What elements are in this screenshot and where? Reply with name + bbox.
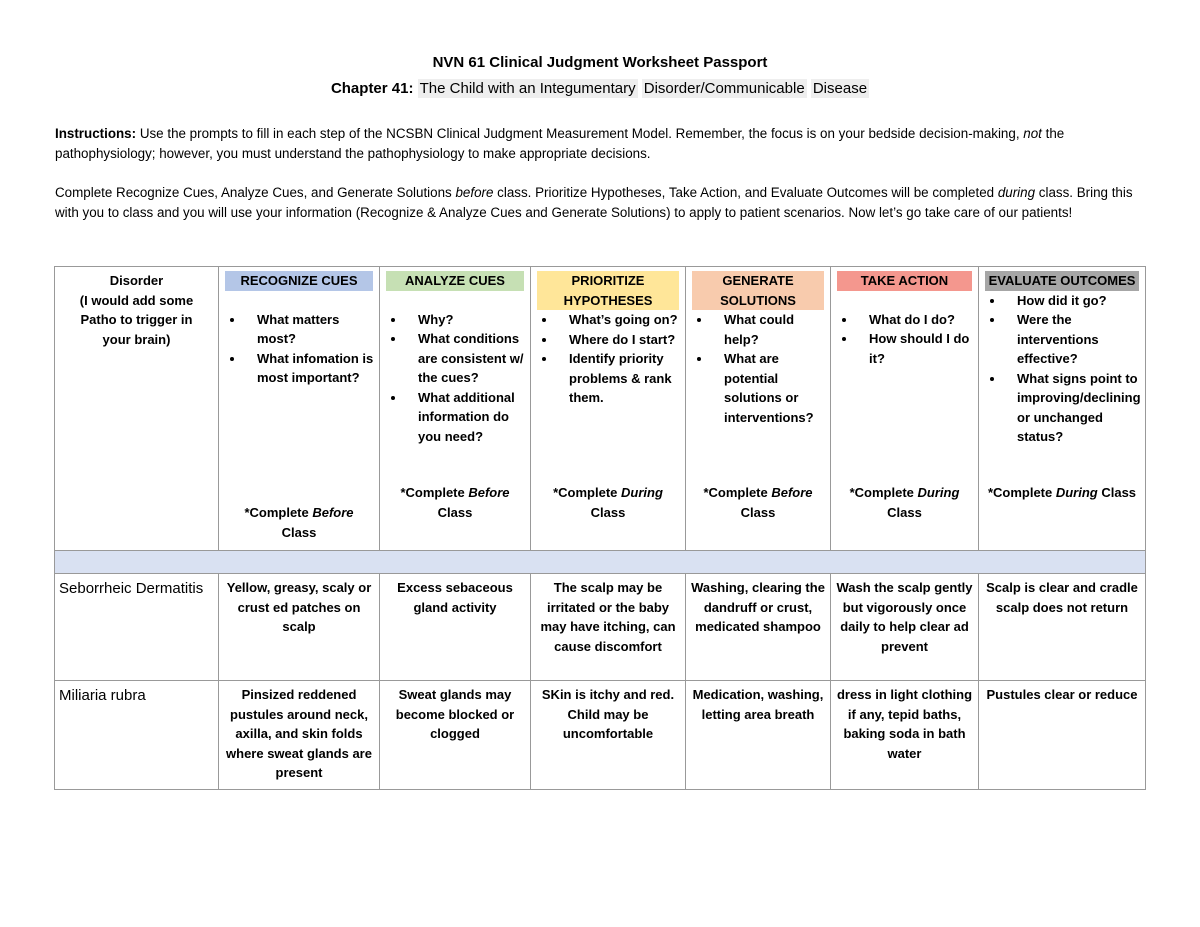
- note-text: Class: [740, 504, 776, 520]
- note-text: *Complete: [849, 485, 918, 500]
- chapter-part-1: The Child with an Integumentary: [419, 80, 636, 97]
- answer-cell: Pustules clear or reduce: [979, 681, 1146, 790]
- table-row: [55, 574, 1146, 681]
- instructions-text-2: the pathophysiology; however, you must understand the pathophysiology to make appropriate decisions.: [55, 126, 1065, 161]
- prompt-item: • What additional information do you need?: [406, 388, 526, 447]
- evaluate-outcomes-header-cell: [979, 267, 1146, 551]
- prompt-item: • What infomation is most important?: [245, 349, 375, 388]
- prompt-item: • Identify priority problems & rank them.: [557, 349, 681, 408]
- worksheet-title: NVN 61 Clinical Judgment Worksheet Passport: [432, 54, 768, 71]
- prompt-item: • Why?: [406, 310, 526, 330]
- note-text: *Complete: [703, 485, 772, 500]
- disorder-header-line: (I would add some: [79, 292, 194, 308]
- prompt-item: • How did it go?: [1005, 291, 1141, 311]
- evaluate-outcomes-tag: EVALUATE OUTCOMES: [985, 271, 1139, 291]
- answer-cell: Medication, washing, letting area breath: [686, 681, 831, 790]
- disorder-header-cell: [55, 267, 219, 551]
- prompt-item: • What do I do?: [857, 310, 974, 330]
- generate-solutions-note: [694, 483, 822, 522]
- note-text: Class: [437, 504, 473, 520]
- complete-during: during: [997, 185, 1036, 200]
- generate-solutions-tag: GENERATE SOLUTIONS: [692, 271, 824, 310]
- instructions-not: not: [1023, 126, 1042, 141]
- disorder-header-line: Patho to trigger in: [80, 312, 193, 327]
- chapter-subtitle: [0, 80, 1200, 97]
- prompt-item: • How should I do it?: [857, 329, 974, 368]
- instructions-label: Instructions:: [55, 126, 137, 141]
- header-row: [55, 267, 1146, 551]
- prioritize-hypotheses-note: [539, 483, 677, 522]
- prioritize-hypotheses-header-cell: [531, 267, 686, 551]
- recognize-cues-header-cell: [219, 267, 380, 551]
- prompt-item: • What could help?: [712, 310, 826, 349]
- prompt-item: • Were the interventions effective?: [1005, 310, 1141, 369]
- instructions-text-1: Use the prompts to fill in each step of the NCSBN Clinical Judgment Measurement Model. Remember, the focus is on your bedside decision-making,: [136, 126, 1024, 141]
- answer-cell: Pinsized reddened pustules around neck, axilla, and skin folds where sweat glands are present: [219, 681, 380, 790]
- note-text: *Complete: [987, 484, 1056, 500]
- note-emphasis: During: [1055, 484, 1098, 500]
- disorder-name: Miliaria rubra: [55, 681, 219, 790]
- answer-cell: Excess sebaceous gland activity: [380, 574, 531, 681]
- answer-cell: Wash the scalp gently but vigorously once daily to help clear ad prevent: [831, 574, 979, 681]
- band-cell: [55, 551, 1146, 574]
- complete-paragraph: [55, 183, 1145, 222]
- take-action-header-cell: [831, 267, 979, 551]
- complete-text-c: class. Bring this with you to class and you will use your information (Recognize & Analyze Cues and Generate Solutions) to apply to patient scenarios. Now let’s go take care of our patients!: [55, 185, 1133, 220]
- chapter-part-3: Disease: [812, 80, 868, 97]
- answer-cell: Yellow, greasy, scaly or crust ed patches on scalp: [219, 574, 380, 681]
- analyze-cues-note: [388, 483, 522, 522]
- note-emphasis: Before: [771, 485, 813, 500]
- chapter-part-2: Disorder/Communicable: [643, 80, 805, 97]
- disorder-header-line: Disorder: [109, 273, 164, 288]
- complete-before: before: [455, 185, 494, 200]
- evaluate-outcomes-prompts: [983, 291, 1141, 447]
- separator-band: [55, 551, 1146, 574]
- prompt-item: • What matters most?: [245, 310, 375, 349]
- answer-cell: SKin is itchy and red. Child may be uncomfortable: [531, 681, 686, 790]
- generate-solutions-prompts: [690, 310, 826, 427]
- take-action-note: [839, 483, 970, 522]
- prompt-item: • What signs point to improving/declining or unchanged status?: [1005, 369, 1141, 447]
- prompt-item: • What’s going on?: [557, 310, 681, 330]
- disorder-name: Seborrheic Dermatitis: [55, 574, 219, 681]
- note-emphasis: Before: [468, 485, 510, 500]
- answer-cell: dress in light clothing if any, tepid baths, baking soda in bath water: [831, 681, 979, 790]
- analyze-cues-header-cell: [380, 267, 531, 551]
- answer-cell: The scalp may be irritated or the baby may have itching, can cause discomfort: [531, 574, 686, 681]
- prompt-item: • What conditions are consistent w/ the cues?: [406, 329, 526, 388]
- note-text: Class: [590, 504, 626, 520]
- note-text: *Complete: [553, 485, 621, 500]
- chapter-label: Chapter 41:: [330, 80, 414, 97]
- complete-text-b: class. Prioritize Hypotheses, Take Action, and Evaluate Outcomes will be completed: [493, 185, 998, 200]
- instructions-paragraph: [55, 124, 1145, 163]
- prioritize-hypotheses-prompts: [535, 310, 681, 408]
- answer-cell: Washing, clearing the dandruff or crust, medicated shampoo: [686, 574, 831, 681]
- note-text: *Complete: [400, 485, 469, 500]
- clinical-judgment-table: [54, 266, 1146, 790]
- note-text: Class: [281, 524, 317, 540]
- note-emphasis: Before: [312, 505, 354, 520]
- table-row: [55, 681, 1146, 790]
- disorder-header: [59, 271, 214, 349]
- note-text: Class: [1097, 484, 1137, 500]
- generate-solutions-header-cell: [686, 267, 831, 551]
- take-action-tag: TAKE ACTION: [837, 271, 972, 291]
- recognize-cues-note: [227, 503, 371, 542]
- note-text: Class: [887, 504, 922, 520]
- prioritize-hypotheses-tag: PRIORITIZE HYPOTHESES: [537, 271, 679, 310]
- take-action-prompts: [835, 310, 974, 369]
- analyze-cues-tag: ANALYZE CUES: [386, 271, 524, 291]
- answer-cell: Scalp is clear and cradle scalp does not return: [979, 574, 1146, 681]
- note-text: *Complete: [244, 505, 313, 520]
- prompt-item: • What are potential solutions or interventions?: [712, 349, 826, 427]
- note-emphasis: During: [917, 485, 960, 500]
- evaluate-outcomes-note: [987, 483, 1137, 503]
- recognize-cues-prompts: [223, 310, 375, 388]
- analyze-cues-prompts: [384, 310, 526, 447]
- note-emphasis: During: [621, 485, 663, 500]
- prompt-item: • Where do I start?: [557, 330, 681, 350]
- disorder-header-line: your brain): [102, 331, 171, 347]
- recognize-cues-tag: RECOGNIZE CUES: [225, 271, 373, 291]
- answer-cell: Sweat glands may become blocked or clogged: [380, 681, 531, 790]
- complete-text-a: Complete Recognize Cues, Analyze Cues, and Generate Solutions: [55, 185, 456, 200]
